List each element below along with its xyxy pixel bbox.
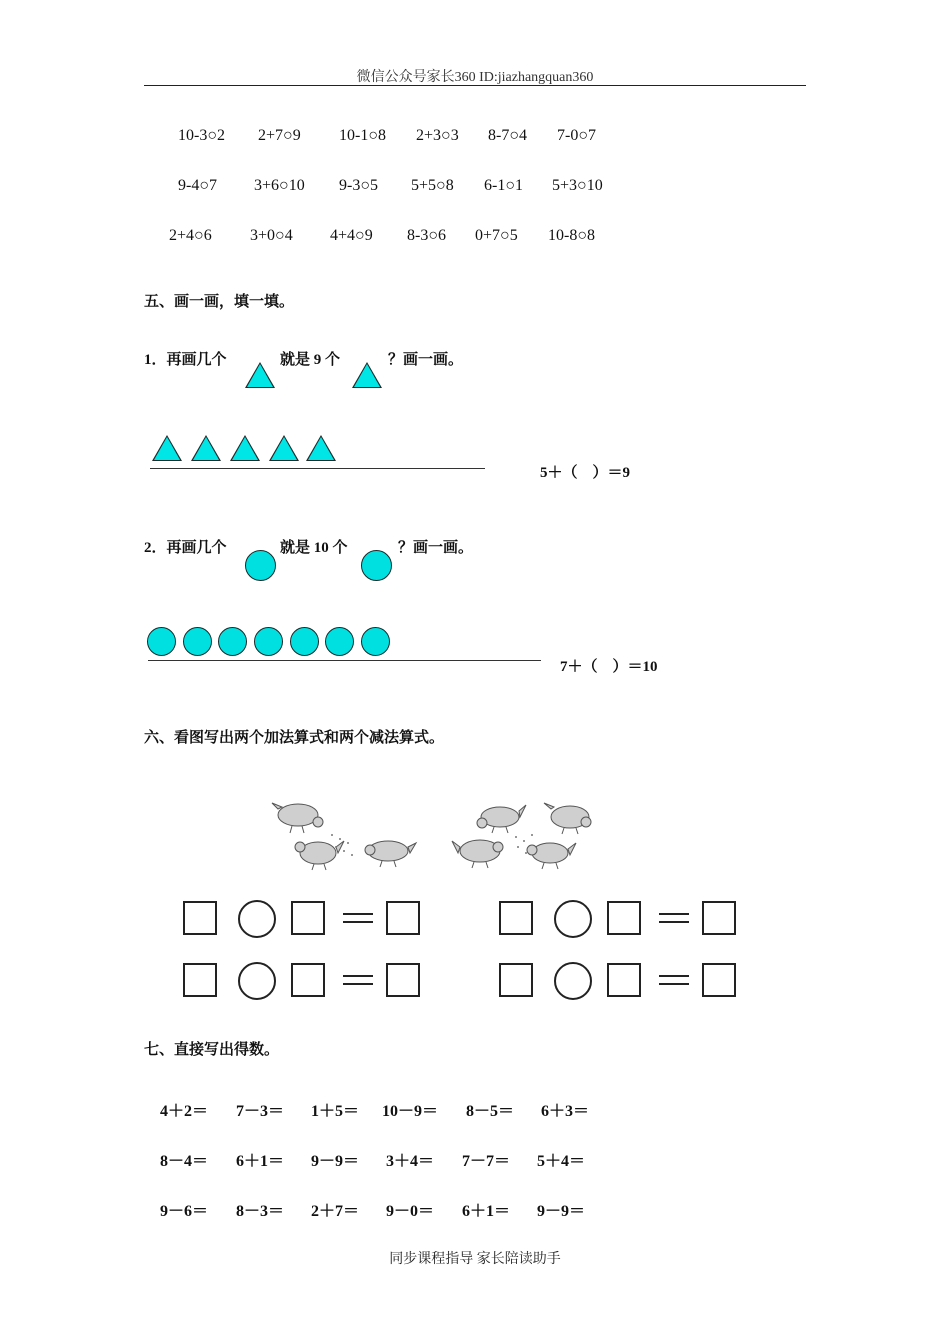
section5-title: 五、画一画，填一填。 <box>144 294 295 310</box>
q1-prompt-part2: 就是 9 个 <box>280 352 341 368</box>
compare-item: 6-1○1 <box>484 177 523 194</box>
compare-item: 3+6○10 <box>254 177 305 194</box>
arith-item: 9－9＝ <box>537 1203 586 1220</box>
q1-prompt-part1: 1．再画几个 <box>144 352 227 368</box>
circle-icon <box>254 627 283 656</box>
hens-illustration <box>270 795 600 875</box>
equals-sign <box>343 913 373 923</box>
q1-prompt-part3: ？画一画。 <box>388 352 464 368</box>
hen-icon <box>527 843 576 869</box>
triangle-icon <box>230 435 260 461</box>
operator-circle[interactable] <box>238 900 276 938</box>
arith-item: 8－3＝ <box>236 1203 285 1220</box>
triangle-icon <box>245 362 275 388</box>
circle-icon <box>245 550 276 581</box>
circle-icon <box>147 627 176 656</box>
section7-title: 七、直接写出得数。 <box>144 1042 280 1058</box>
arith-item: 7－3＝ <box>236 1103 285 1120</box>
q2-equation: 7＋（ ）＝10 <box>560 659 658 675</box>
compare-item: 8-3○6 <box>407 227 446 244</box>
answer-box[interactable] <box>183 963 217 997</box>
compare-item: 5+5○8 <box>411 177 454 194</box>
answer-box[interactable] <box>386 963 420 997</box>
circle-icon <box>183 627 212 656</box>
compare-item: 5+3○10 <box>552 177 603 194</box>
q2-prompt-part2: 就是 10 个 <box>280 540 348 556</box>
arith-item: 8－4＝ <box>160 1153 209 1170</box>
triangle-icon <box>191 435 221 461</box>
compare-item: 4+4○9 <box>330 227 373 244</box>
hen-icon <box>477 805 526 833</box>
header-text: 微信公众号家长360 ID:jiazhangquan360 <box>356 70 594 85</box>
header-divider <box>144 85 806 86</box>
hen-icon <box>544 803 591 834</box>
answer-box[interactable] <box>702 963 736 997</box>
compare-item: 0+7○5 <box>475 227 518 244</box>
answer-box[interactable] <box>291 901 325 935</box>
section6-title: 六、看图写出两个加法算式和两个减法算式。 <box>144 730 445 746</box>
q1-draw-line <box>150 468 485 469</box>
q2-prompt-part1: 2．再画几个 <box>144 540 227 556</box>
compare-item: 2+3○3 <box>416 127 459 144</box>
circle-icon <box>361 627 390 656</box>
hen-icon <box>452 840 503 868</box>
compare-item: 7-0○7 <box>557 127 596 144</box>
arith-item: 9－9＝ <box>311 1153 360 1170</box>
circle-icon <box>218 627 247 656</box>
compare-item: 9-3○5 <box>339 177 378 194</box>
answer-box[interactable] <box>499 901 533 935</box>
q1-equation: 5＋（ ）＝9 <box>540 465 631 481</box>
equals-sign <box>659 913 689 923</box>
hen-icon <box>295 841 344 870</box>
triangle-icon <box>269 435 299 461</box>
compare-item: 10-3○2 <box>178 127 225 144</box>
triangle-icon <box>152 435 182 461</box>
compare-item: 9-4○7 <box>178 177 217 194</box>
answer-box[interactable] <box>607 963 641 997</box>
compare-item: 8-7○4 <box>488 127 527 144</box>
compare-item: 10-1○8 <box>339 127 386 144</box>
arith-item: 9－6＝ <box>160 1203 209 1220</box>
answer-box[interactable] <box>291 963 325 997</box>
arith-item: 6＋1＝ <box>462 1203 511 1220</box>
arith-item: 7－7＝ <box>462 1153 511 1170</box>
arith-item: 10－9＝ <box>382 1103 439 1120</box>
compare-item: 2+7○9 <box>258 127 301 144</box>
arith-item: 5＋4＝ <box>537 1153 586 1170</box>
arith-item: 9－0＝ <box>386 1203 435 1220</box>
answer-box[interactable] <box>702 901 736 935</box>
compare-item: 2+4○6 <box>169 227 212 244</box>
equals-sign <box>343 975 373 985</box>
hen-icon <box>272 803 323 833</box>
arith-item: 8－5＝ <box>466 1103 515 1120</box>
arith-item: 3＋4＝ <box>386 1153 435 1170</box>
arith-item: 2＋7＝ <box>311 1203 360 1220</box>
circle-icon <box>361 550 392 581</box>
arith-item: 4＋2＝ <box>160 1103 209 1120</box>
arith-item: 6＋3＝ <box>541 1103 590 1120</box>
compare-item: 10-8○8 <box>548 227 595 244</box>
hen-icon <box>365 841 416 867</box>
answer-box[interactable] <box>386 901 420 935</box>
triangle-icon <box>306 435 336 461</box>
triangle-icon <box>352 362 382 388</box>
operator-circle[interactable] <box>238 962 276 1000</box>
answer-box[interactable] <box>607 901 641 935</box>
operator-circle[interactable] <box>554 900 592 938</box>
footer-text: 同步课程指导 家长陪读助手 <box>389 1252 561 1267</box>
q2-draw-line <box>148 660 541 661</box>
circle-icon <box>325 627 354 656</box>
answer-box[interactable] <box>183 901 217 935</box>
arith-item: 1＋5＝ <box>311 1103 360 1120</box>
compare-item: 3+0○4 <box>250 227 293 244</box>
answer-box[interactable] <box>499 963 533 997</box>
q2-prompt-part3: ？画一画。 <box>398 540 474 556</box>
arith-item: 6＋1＝ <box>236 1153 285 1170</box>
circle-icon <box>290 627 319 656</box>
operator-circle[interactable] <box>554 962 592 1000</box>
equals-sign <box>659 975 689 985</box>
